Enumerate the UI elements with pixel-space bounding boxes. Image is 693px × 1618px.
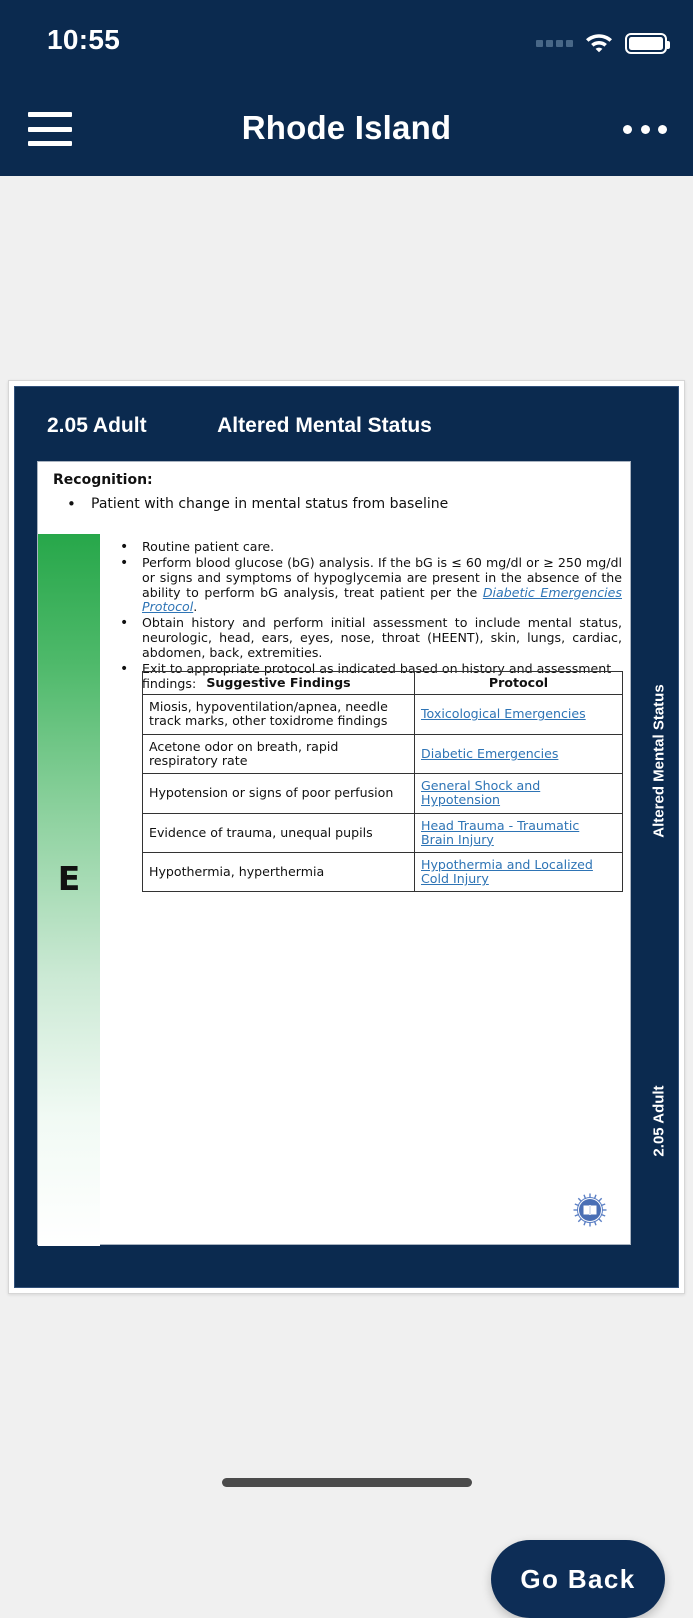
recognition-section	[53, 472, 620, 512]
list-item: • Routine patient care.	[110, 540, 622, 555]
emergency-gradient-bar	[38, 534, 100, 1246]
treatment-text: Perform blood glucose (bG) analysis. If the bG is ≤ 60 mg/dl or ≥ 250 mg/dl or signs and symptoms of hypoglycemia are present in the absence of the ability to perform bG analysis, treat patient per the	[142, 554, 622, 600]
cell-finding: Acetone odor on breath, rapid respiratory rate	[143, 734, 415, 773]
table-row	[143, 734, 623, 773]
cell-finding: Miosis, hypoventilation/apnea, needle track marks, other toxidrome findings	[143, 695, 415, 734]
section-letter: E	[57, 859, 81, 898]
page-content-area	[0, 176, 693, 1594]
diabetic-emergencies-protocol-link[interactable]: Diabetic Emergencies Protocol	[142, 584, 622, 615]
cell-finding: Hypothermia, hyperthermia	[143, 852, 415, 891]
cellular-dots-icon	[536, 40, 573, 47]
recognition-list	[53, 496, 620, 512]
table-header-row	[143, 672, 623, 695]
list-item: • Obtain history and perform initial assessment to include mental status, neurologic, head, ears, eyes, nose, throat (HEENT), skin, lungs, cardiac, abdomen, back, extremities.	[110, 616, 622, 661]
cell-protocol	[415, 852, 623, 891]
battery-full-icon	[625, 33, 667, 54]
findings-protocol-table	[142, 671, 623, 892]
protocol-document-card[interactable]	[8, 380, 685, 1294]
table-row	[143, 774, 623, 813]
protocol-link[interactable]: Head Trauma - Traumatic Brain Injury	[421, 817, 580, 847]
go-back-button[interactable]: Go Back	[491, 1540, 665, 1618]
recognition-heading: Recognition:	[53, 472, 153, 488]
status-bar	[0, 0, 693, 82]
protocol-title: Altered Mental Status	[217, 414, 432, 437]
rail-title-label: Altered Mental Status	[650, 684, 668, 838]
status-bar-time: 10:55	[47, 24, 121, 55]
protocol-side-rail	[640, 461, 678, 1245]
cell-protocol	[415, 813, 623, 852]
cell-protocol	[415, 695, 623, 734]
protocol-link[interactable]: Hypothermia and Localized Cold Injury	[421, 856, 593, 887]
app-navigation-bar	[0, 82, 693, 176]
protocol-link[interactable]: General Shock and Hypotension	[421, 778, 541, 808]
protocol-page	[14, 386, 679, 1288]
column-header-findings: Suggestive Findings	[143, 672, 415, 695]
rail-code-label: 2.05 Adult	[650, 1085, 668, 1157]
treatment-list	[110, 540, 622, 693]
protocol-header	[15, 414, 678, 450]
protocol-code: 2.05 Adult	[47, 414, 147, 437]
ellipsis-horizontal-icon[interactable]	[623, 122, 667, 136]
cell-protocol	[415, 774, 623, 813]
protocol-link[interactable]: Diabetic Emergencies	[421, 745, 559, 761]
protocol-link[interactable]: Toxicological Emergencies	[421, 706, 586, 722]
list-item: • Patient with change in mental status from baseline	[53, 496, 620, 512]
cell-finding: Evidence of trauma, unequal pupils	[143, 813, 415, 852]
table-row	[143, 695, 623, 734]
home-indicator[interactable]	[222, 1478, 472, 1487]
treatment-text-tail: .	[193, 599, 198, 615]
page-title: Rhode Island	[241, 109, 452, 146]
table-row	[143, 852, 623, 891]
status-bar-indicators	[536, 30, 667, 57]
cell-finding: Hypotension or signs of poor perfusion	[143, 774, 415, 813]
list-item	[110, 556, 622, 615]
cell-protocol	[415, 734, 623, 773]
protocol-content	[37, 461, 631, 1245]
table-of-contents-seal-icon[interactable]	[570, 1190, 610, 1230]
wifi-icon	[584, 30, 614, 57]
list-item: • Exit to appropriate protocol as indicated based on history and assessment findings:	[110, 662, 622, 692]
table-row	[143, 813, 623, 852]
column-header-protocol: Protocol	[415, 672, 623, 695]
